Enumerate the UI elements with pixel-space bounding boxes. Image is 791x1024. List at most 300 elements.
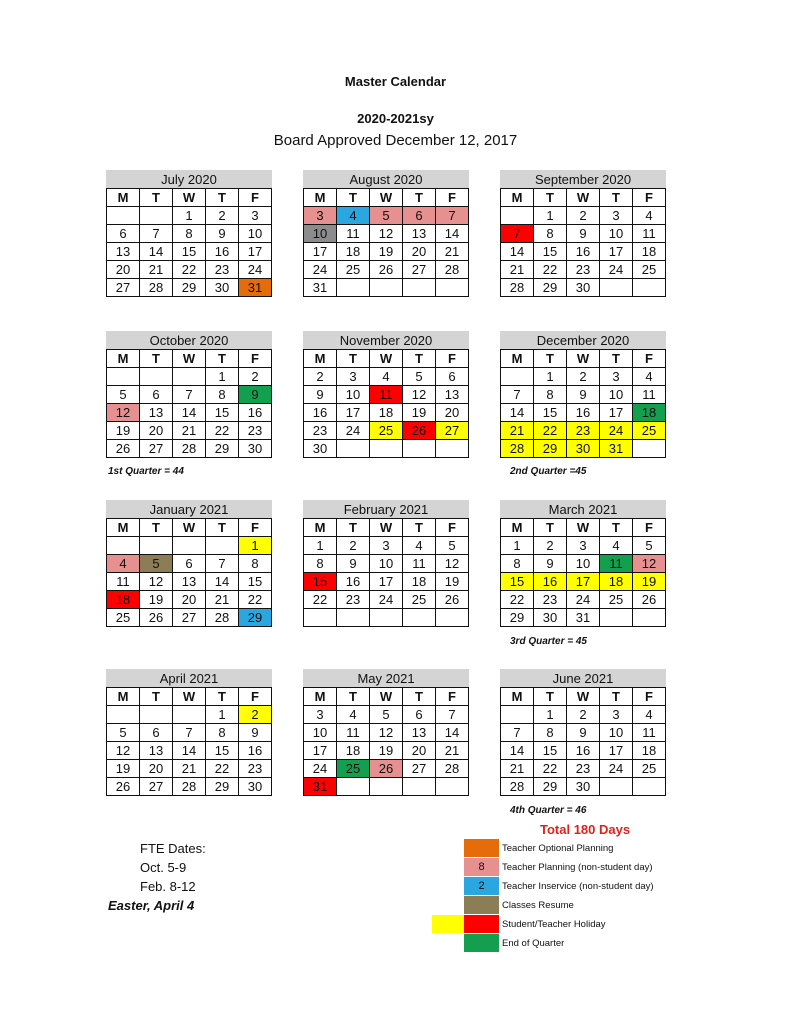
day-cell: 29 (239, 609, 272, 627)
day-cell: 7 (501, 724, 534, 742)
day-cell: 6 (173, 555, 206, 573)
day-cell: 10 (304, 724, 337, 742)
day-cell: 12 (633, 555, 666, 573)
legend-label: Teacher Optional Planning (502, 842, 614, 854)
weekday-header: M (107, 688, 140, 706)
month-name: October 2020 (106, 331, 272, 349)
weekday-header: T (600, 688, 633, 706)
day-cell (600, 609, 633, 627)
week-row (107, 760, 272, 778)
legend-swatch: 8 (464, 858, 499, 876)
day-cell: 28 (173, 440, 206, 458)
day-cell: 18 (600, 573, 633, 591)
day-cell: 30 (567, 279, 600, 297)
week-row (107, 404, 272, 422)
week-row (304, 440, 469, 458)
day-cell: 21 (173, 422, 206, 440)
day-cell: 13 (140, 404, 173, 422)
day-cell: 8 (501, 555, 534, 573)
day-cell: 5 (370, 706, 403, 724)
day-cell (370, 609, 403, 627)
week-row (501, 778, 666, 796)
month-calendar (303, 669, 469, 796)
day-cell: 13 (173, 573, 206, 591)
weekday-header: T (403, 350, 436, 368)
day-cell: 30 (304, 440, 337, 458)
fte-label: FTE Dates: (140, 841, 206, 856)
day-cell: 23 (567, 261, 600, 279)
weekday-header: F (239, 519, 272, 537)
day-cell: 14 (436, 724, 469, 742)
day-cell: 9 (567, 386, 600, 404)
day-cell: 17 (600, 243, 633, 261)
legend-label: Classes Resume (502, 899, 574, 911)
day-cell: 2 (567, 368, 600, 386)
week-row (304, 243, 469, 261)
day-cell: 4 (633, 706, 666, 724)
week-row (107, 724, 272, 742)
day-cell: 13 (436, 386, 469, 404)
weekday-header: W (567, 688, 600, 706)
day-cell: 21 (173, 760, 206, 778)
weekday-header: F (436, 350, 469, 368)
weekday-header: M (501, 350, 534, 368)
day-cell: 17 (600, 742, 633, 760)
day-cell (337, 609, 370, 627)
weekday-header: T (534, 189, 567, 207)
week-row (501, 724, 666, 742)
day-cell (107, 537, 140, 555)
day-cell (633, 609, 666, 627)
weekday-header: T (140, 519, 173, 537)
day-cell: 25 (337, 261, 370, 279)
day-cell: 15 (239, 573, 272, 591)
day-cell: 19 (107, 422, 140, 440)
day-cell: 17 (304, 742, 337, 760)
week-row (501, 368, 666, 386)
day-cell: 17 (567, 573, 600, 591)
month-table (500, 349, 666, 458)
legend-swatch (464, 934, 499, 952)
day-cell (173, 368, 206, 386)
day-cell (403, 609, 436, 627)
day-cell: 3 (304, 706, 337, 724)
day-cell: 27 (107, 279, 140, 297)
day-cell: 15 (173, 243, 206, 261)
day-cell: 8 (206, 386, 239, 404)
day-cell: 4 (600, 537, 633, 555)
day-cell: 29 (206, 440, 239, 458)
day-cell (140, 207, 173, 225)
day-cell: 20 (403, 243, 436, 261)
legend-item (464, 839, 613, 857)
day-cell: 4 (633, 368, 666, 386)
day-cell: 17 (337, 404, 370, 422)
day-cell: 24 (337, 422, 370, 440)
day-cell (370, 778, 403, 796)
month-name: September 2020 (500, 170, 666, 188)
day-cell: 6 (140, 724, 173, 742)
month-name: November 2020 (303, 331, 469, 349)
day-cell: 10 (600, 386, 633, 404)
day-cell (173, 706, 206, 724)
day-cell: 21 (501, 422, 534, 440)
legend-label: Teacher Planning (non-student day) (502, 861, 653, 873)
legend-label: Student/Teacher Holiday (502, 918, 606, 930)
day-cell: 19 (403, 404, 436, 422)
day-cell: 4 (337, 207, 370, 225)
day-cell: 10 (600, 225, 633, 243)
day-cell: 12 (436, 555, 469, 573)
day-cell: 15 (206, 742, 239, 760)
day-cell: 16 (239, 742, 272, 760)
day-cell: 16 (206, 243, 239, 261)
weekday-header: F (633, 350, 666, 368)
month-name: February 2021 (303, 500, 469, 518)
day-cell (633, 440, 666, 458)
total-days: Total 180 Days (540, 822, 631, 837)
day-cell: 28 (173, 778, 206, 796)
day-cell: 24 (239, 261, 272, 279)
day-cell: 4 (337, 706, 370, 724)
week-row (501, 261, 666, 279)
day-cell (140, 706, 173, 724)
weekday-header: M (304, 189, 337, 207)
legend-swatch (464, 896, 499, 914)
day-cell: 1 (501, 537, 534, 555)
week-row (107, 778, 272, 796)
weekday-header: W (567, 350, 600, 368)
weekday-header: T (140, 688, 173, 706)
month-name: July 2020 (106, 170, 272, 188)
month-name: December 2020 (500, 331, 666, 349)
month-table (106, 687, 272, 796)
day-cell: 14 (173, 742, 206, 760)
board-approved-date: Board Approved December 12, 2017 (273, 132, 518, 149)
week-row (501, 207, 666, 225)
quarter-note-4: 4th Quarter = 46 (510, 805, 587, 816)
day-cell (337, 440, 370, 458)
day-cell: 31 (600, 440, 633, 458)
weekday-header: F (633, 189, 666, 207)
day-cell: 16 (337, 573, 370, 591)
day-cell (501, 368, 534, 386)
week-row (501, 555, 666, 573)
day-cell: 8 (206, 724, 239, 742)
weekday-header: F (436, 189, 469, 207)
legend-label: Teacher Inservice (non-student day) (502, 880, 654, 892)
week-row (107, 706, 272, 724)
day-cell: 28 (140, 279, 173, 297)
week-row (107, 422, 272, 440)
month-table (106, 518, 272, 627)
week-row (107, 742, 272, 760)
weekday-header: W (370, 350, 403, 368)
day-cell: 3 (337, 368, 370, 386)
weekday-header: T (403, 688, 436, 706)
day-cell: 3 (567, 537, 600, 555)
day-cell (304, 609, 337, 627)
day-cell: 5 (403, 368, 436, 386)
day-cell: 22 (501, 591, 534, 609)
day-cell: 17 (239, 243, 272, 261)
day-cell: 10 (370, 555, 403, 573)
day-cell: 29 (206, 778, 239, 796)
day-cell (107, 368, 140, 386)
week-row (107, 243, 272, 261)
day-cell: 30 (567, 440, 600, 458)
weekday-header: W (173, 688, 206, 706)
week-row (304, 279, 469, 297)
day-cell: 6 (436, 368, 469, 386)
weekday-header: T (337, 688, 370, 706)
day-cell: 29 (501, 609, 534, 627)
weekday-header: F (633, 519, 666, 537)
week-row (107, 609, 272, 627)
weekday-header: M (107, 350, 140, 368)
weekday-header: T (140, 189, 173, 207)
day-cell: 21 (501, 760, 534, 778)
page-title: Master Calendar (344, 74, 447, 89)
weekday-header: T (600, 189, 633, 207)
weekday-header: T (337, 189, 370, 207)
day-cell: 4 (107, 555, 140, 573)
day-cell: 6 (403, 207, 436, 225)
fte-date-1: Oct. 5-9 (140, 860, 187, 875)
day-cell: 26 (370, 261, 403, 279)
day-cell: 27 (140, 778, 173, 796)
day-cell (436, 440, 469, 458)
week-row (501, 243, 666, 261)
legend-item (464, 915, 606, 933)
day-cell: 22 (534, 422, 567, 440)
weekday-header: F (239, 189, 272, 207)
day-cell: 23 (567, 760, 600, 778)
day-cell: 18 (633, 243, 666, 261)
day-cell: 14 (140, 243, 173, 261)
day-cell: 3 (239, 207, 272, 225)
day-cell: 2 (304, 368, 337, 386)
day-cell: 26 (107, 778, 140, 796)
day-cell: 24 (370, 591, 403, 609)
day-cell: 24 (567, 591, 600, 609)
day-cell: 7 (436, 706, 469, 724)
day-cell: 25 (633, 760, 666, 778)
day-cell (337, 279, 370, 297)
weekday-header: T (337, 350, 370, 368)
day-cell: 5 (107, 724, 140, 742)
day-cell: 27 (403, 760, 436, 778)
day-cell: 22 (173, 261, 206, 279)
week-row (501, 591, 666, 609)
month-table (106, 188, 272, 297)
day-cell: 7 (501, 386, 534, 404)
month-table (500, 518, 666, 627)
weekday-header: M (501, 688, 534, 706)
day-cell: 19 (370, 243, 403, 261)
day-cell: 25 (403, 591, 436, 609)
week-row (107, 537, 272, 555)
day-cell: 19 (370, 742, 403, 760)
day-cell: 4 (370, 368, 403, 386)
day-cell: 11 (403, 555, 436, 573)
day-cell: 30 (206, 279, 239, 297)
day-cell: 9 (534, 555, 567, 573)
week-row (304, 207, 469, 225)
month-table (106, 349, 272, 458)
day-cell (633, 279, 666, 297)
easter-note: Easter, April 4 (108, 898, 195, 913)
day-cell: 19 (107, 760, 140, 778)
day-cell: 25 (370, 422, 403, 440)
weekday-header: W (370, 519, 403, 537)
month-calendar (303, 331, 469, 458)
day-cell: 5 (370, 207, 403, 225)
day-cell: 26 (107, 440, 140, 458)
day-cell: 2 (567, 706, 600, 724)
day-cell: 18 (633, 742, 666, 760)
week-row (107, 573, 272, 591)
day-cell: 12 (370, 225, 403, 243)
day-cell (370, 279, 403, 297)
day-cell: 15 (534, 243, 567, 261)
legend-item (464, 934, 564, 952)
day-cell: 3 (370, 537, 403, 555)
day-cell (403, 279, 436, 297)
day-cell: 2 (534, 537, 567, 555)
weekday-header: M (501, 189, 534, 207)
week-row (304, 778, 469, 796)
day-cell: 5 (633, 537, 666, 555)
month-calendar (303, 500, 469, 627)
weekday-header: F (239, 688, 272, 706)
legend-swatch (464, 839, 499, 857)
day-cell: 28 (436, 760, 469, 778)
day-cell: 28 (206, 609, 239, 627)
day-cell: 15 (501, 573, 534, 591)
day-cell: 7 (173, 386, 206, 404)
day-cell: 29 (534, 440, 567, 458)
day-cell: 29 (534, 778, 567, 796)
month-calendar (500, 331, 666, 458)
day-cell: 4 (633, 207, 666, 225)
day-cell: 12 (107, 742, 140, 760)
week-row (304, 591, 469, 609)
weekday-header: W (173, 189, 206, 207)
day-cell: 15 (304, 573, 337, 591)
weekday-header: M (107, 519, 140, 537)
day-cell: 23 (239, 760, 272, 778)
day-cell: 9 (239, 724, 272, 742)
day-cell: 30 (567, 778, 600, 796)
day-cell: 6 (140, 386, 173, 404)
day-cell (600, 279, 633, 297)
day-cell: 11 (633, 225, 666, 243)
month-table (500, 687, 666, 796)
weekday-header: F (239, 350, 272, 368)
month-calendar (500, 500, 666, 627)
week-row (304, 404, 469, 422)
weekday-header: T (403, 519, 436, 537)
day-cell: 20 (436, 404, 469, 422)
day-cell: 9 (239, 386, 272, 404)
day-cell: 14 (206, 573, 239, 591)
week-row (501, 225, 666, 243)
day-cell: 22 (206, 760, 239, 778)
day-cell: 11 (107, 573, 140, 591)
weekday-header: M (501, 519, 534, 537)
day-cell (337, 778, 370, 796)
month-name: June 2021 (500, 669, 666, 687)
day-cell: 8 (534, 225, 567, 243)
day-cell (600, 778, 633, 796)
day-cell: 10 (600, 724, 633, 742)
day-cell: 24 (600, 261, 633, 279)
day-cell (436, 778, 469, 796)
week-row (501, 573, 666, 591)
day-cell: 16 (304, 404, 337, 422)
day-cell: 16 (239, 404, 272, 422)
day-cell: 18 (633, 404, 666, 422)
weekday-header: T (534, 688, 567, 706)
day-cell: 27 (173, 609, 206, 627)
day-cell: 16 (567, 742, 600, 760)
weekday-header: W (173, 519, 206, 537)
day-cell: 11 (337, 724, 370, 742)
day-cell: 2 (206, 207, 239, 225)
day-cell: 21 (206, 591, 239, 609)
day-cell (633, 778, 666, 796)
day-cell: 23 (534, 591, 567, 609)
month-table (303, 687, 469, 796)
day-cell: 24 (304, 760, 337, 778)
day-cell: 11 (633, 386, 666, 404)
week-row (304, 724, 469, 742)
month-name: March 2021 (500, 500, 666, 518)
day-cell: 19 (633, 573, 666, 591)
weekday-header: T (534, 350, 567, 368)
day-cell: 14 (501, 742, 534, 760)
week-row (304, 368, 469, 386)
day-cell (140, 368, 173, 386)
legend-swatch (464, 915, 499, 933)
weekday-header: W (370, 189, 403, 207)
day-cell: 20 (140, 422, 173, 440)
week-row (107, 591, 272, 609)
day-cell (206, 537, 239, 555)
day-cell: 23 (206, 261, 239, 279)
day-cell: 16 (534, 573, 567, 591)
week-row (501, 279, 666, 297)
day-cell: 20 (107, 261, 140, 279)
day-cell: 2 (239, 368, 272, 386)
quarter-note-3: 3rd Quarter = 45 (510, 636, 587, 647)
day-cell: 3 (600, 706, 633, 724)
day-cell: 25 (337, 760, 370, 778)
day-cell: 7 (206, 555, 239, 573)
day-cell (107, 706, 140, 724)
quarter-note-1: 1st Quarter = 44 (108, 466, 184, 477)
fte-date-2: Feb. 8-12 (140, 879, 196, 894)
day-cell: 12 (403, 386, 436, 404)
day-cell: 16 (567, 243, 600, 261)
day-cell: 2 (239, 706, 272, 724)
day-cell: 15 (206, 404, 239, 422)
day-cell: 15 (534, 404, 567, 422)
day-cell: 1 (534, 706, 567, 724)
day-cell: 20 (173, 591, 206, 609)
day-cell: 10 (304, 225, 337, 243)
